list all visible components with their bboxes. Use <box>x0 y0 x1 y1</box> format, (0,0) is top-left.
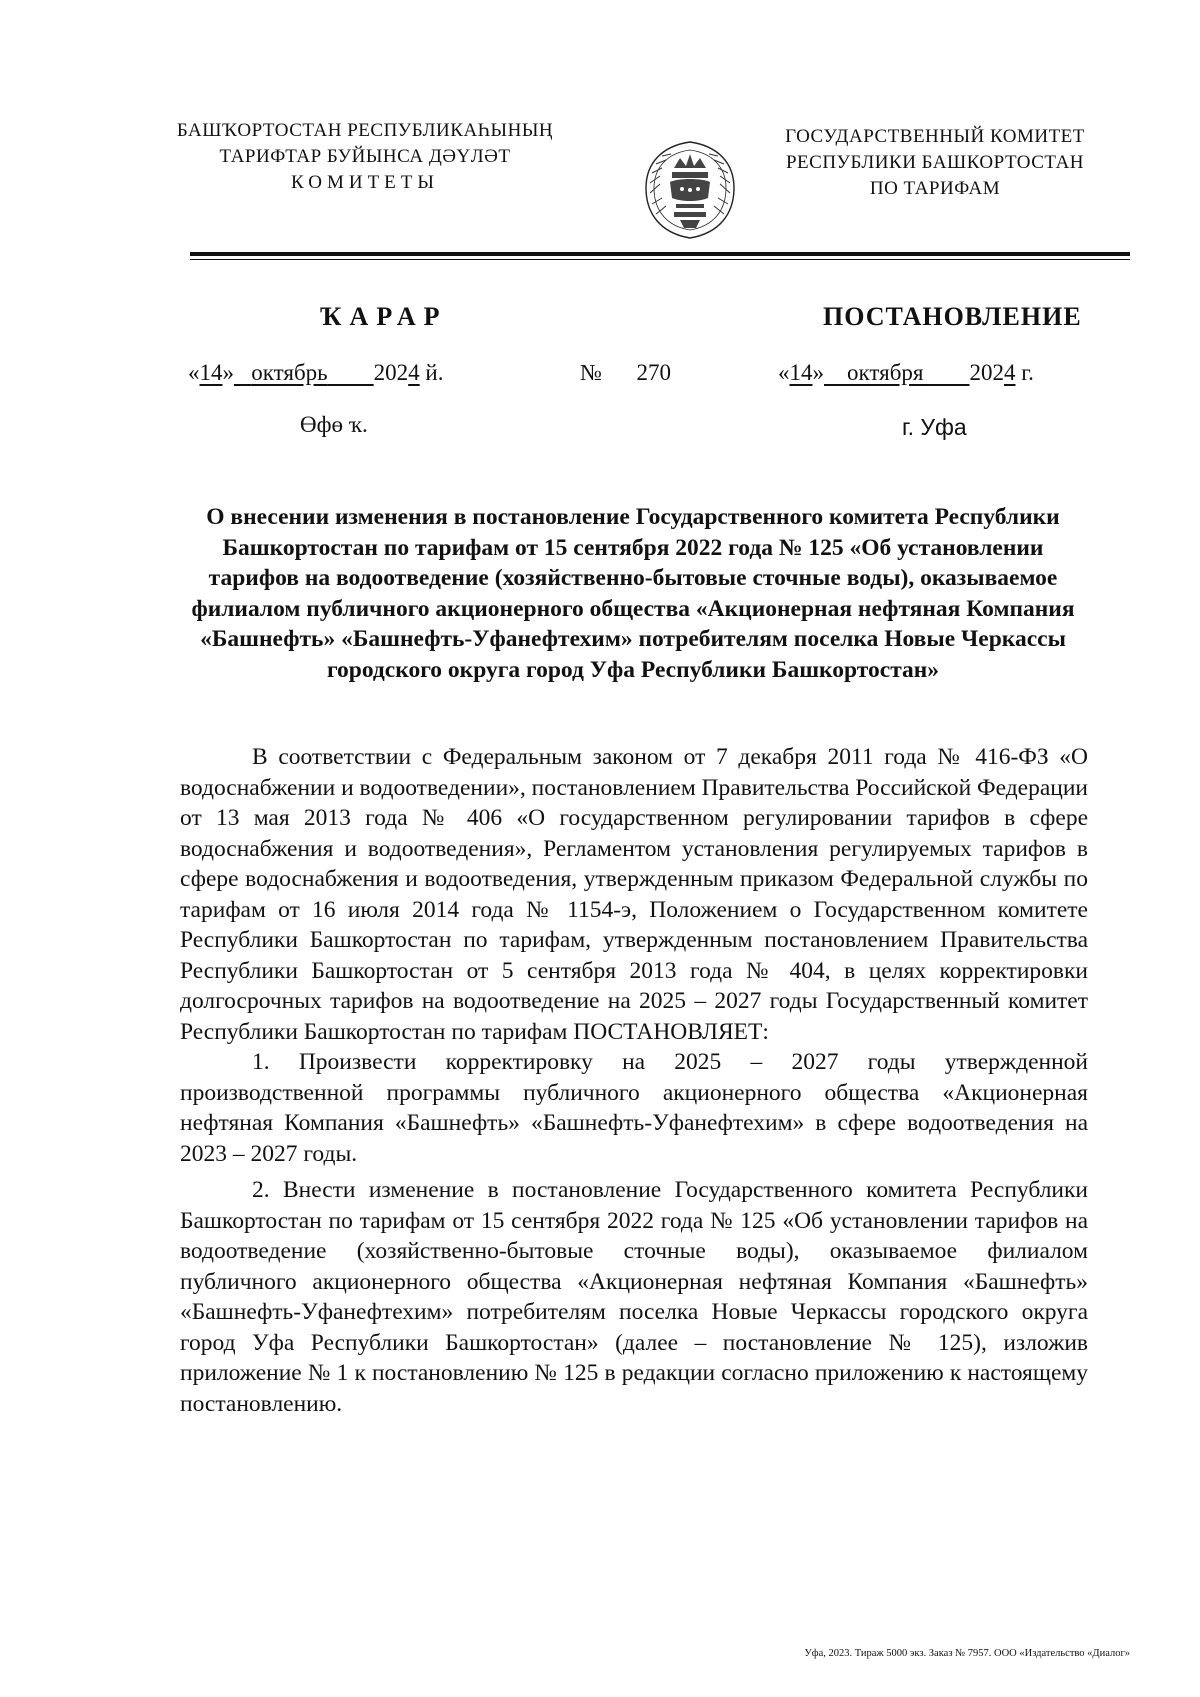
date-russian-quote-open: « <box>778 360 790 385</box>
date-russian <box>778 360 1034 386</box>
date-bashkir-day: 14 <box>199 360 223 385</box>
date-russian-suffix: г. <box>1021 360 1034 385</box>
date-russian-month-field <box>824 360 969 385</box>
date-bashkir-year-prefix: 202 <box>373 360 409 385</box>
header-bashkir-line1: БАШҠОРТОСТАН РЕСПУБЛИКАҺЫНЫҢ <box>176 120 554 141</box>
header-bashkir <box>175 118 555 196</box>
print-imprint: Уфа, 2023. Тираж 5000 экз. Заказ № 7957. ООО «Издательство «Диалог» <box>804 1648 1130 1659</box>
header-russian-line2: РЕСПУБЛИКИ БАШКОРТОСТАН <box>785 152 1085 173</box>
paragraph-item-2: 2. Внести изменение в постановление Государственного комитета Республики Башкортостан по тарифам от 15 сентября 2022 года № 125 «Об установлении тарифов на водоотведение (хозяйственно-бытовые сточные воды), оказываемое филиалом публичного акционерного общества «Акционерная нефтяная Компания «Башнефть» «Башнефть-Уфанефтехим» потребителям поселка Новые Черкассы городского округа город Уфа Республики Башкортостан» (далее – постановление № 125), изложив приложение № 1 к постановлению № 125 в редакции согласно приложению к настоящему постановлению. <box>180 1177 1088 1417</box>
date-bashkir-suffix: й. <box>425 360 444 385</box>
header-divider-thick <box>190 252 1130 256</box>
date-bashkir-quote-close: » <box>222 360 234 385</box>
header-russian-line1: ГОСУДАРСТВЕННЫЙ КОМИТЕТ <box>785 126 1085 147</box>
date-bashkir-quote-open: « <box>188 360 200 385</box>
header-russian-line3: ПО ТАРИФАМ <box>869 178 1001 199</box>
city-bashkir: Өфө ҡ. <box>300 412 368 437</box>
header-russian <box>770 124 1100 202</box>
paragraph-preamble: В соответствии с Федеральным законом от 7 декабря 2011 года № 416-ФЗ «О водоснабжении и водоотведении», постановлением Правительства Российской Федерации от 13 мая 2013 года № 406 «О государственном регулировании тарифов в сфере водоснабжения и водоотведения», Регламентом установления регулируемых тарифов в сфере водоснабжения и водоотведения, утвержденным приказом Федеральной службы по тарифам от 16 июля 2014 года № 1154-э, Положением о Государственном комитете Республики Башкортостан по тарифам, утвержденным постановлением Правительства Республики Башкортостан от 5 сентября 2013 года № 404, в целях корректировки долгосрочных тарифов на водоотведение на 2025 – 2027 годы Государственный комитет Республики Башкортостан по тарифам ПОСТАНОВЛЯЕТ: <box>180 744 1088 1045</box>
date-russian-year-digit: 4 <box>1003 360 1016 385</box>
number-sign: № <box>580 360 602 385</box>
paragraph-item-1: 1. Произвести корректировку на 2025 – 2027 годы утвержденной производственной программы публичного акционерного общества «Акционерная нефтяная Компания «Башнефть» «Башнефть-Уфанефтехим» в сфере водоотведения на 2023 – 2027 годы. <box>180 1049 1088 1167</box>
date-russian-quote-close: » <box>812 360 824 385</box>
number-value: 270 <box>636 360 671 385</box>
header-bashkir-line2: ТАРИФТАР БУЙЫНСА ДӘҮЛӘТ <box>219 146 511 167</box>
date-bashkir-month-field <box>234 360 374 385</box>
document-number <box>580 360 671 386</box>
date-russian-month: октября <box>847 360 924 385</box>
date-bashkir <box>188 360 443 386</box>
doc-type-russian: ПОСТАНОВЛЕНИЕ <box>823 302 1082 331</box>
header-divider-thin <box>190 259 1130 260</box>
doc-type-bashkir: ҠАРАР <box>320 302 448 331</box>
date-bashkir-year-digit: 4 <box>408 360 420 385</box>
date-russian-day: 14 <box>789 360 813 385</box>
date-russian-year-prefix: 202 <box>969 360 1004 385</box>
header-bashkir-line3: КОМИТЕТЫ <box>291 172 439 193</box>
document-body <box>180 742 1088 1419</box>
city-russian: г. Уфа <box>902 414 967 440</box>
date-bashkir-month: октябрь <box>251 360 328 385</box>
document-title: О внесении изменения в постановление Государственного комитета Республики Башкортостан по тарифам от 15 сентября 2022 года № 125 «Об установлении тарифов на водоотведение (хозяйственно-бытовые сточные воды), оказываемое филиалом публичного акционерного общества «Акционерная нефтяная Компания «Башнефть» «Башнефть-Уфанефтехим» потребителям поселка Новые Черкассы городского округа город Уфа Республики Башкортостан» <box>191 504 1075 683</box>
coat-of-arms-emblem <box>640 138 740 242</box>
